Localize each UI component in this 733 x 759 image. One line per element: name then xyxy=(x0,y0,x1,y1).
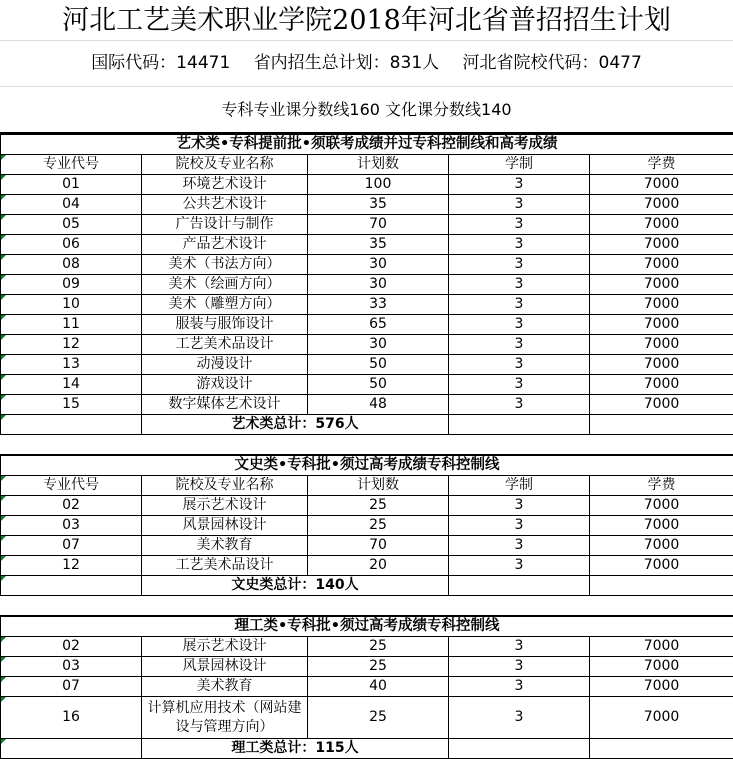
table-cell[interactable]: 08 xyxy=(1,255,142,275)
table-cell[interactable]: 7000 xyxy=(590,275,733,295)
table-cell[interactable]: 7000 xyxy=(590,375,733,395)
total-row xyxy=(1,576,733,596)
table-row xyxy=(1,355,733,375)
column-header: 学费 xyxy=(590,155,733,175)
table-cell[interactable]: 02 xyxy=(1,496,142,516)
table-cell[interactable]: 10 xyxy=(1,295,142,315)
section-total: 艺术类总计：576人 xyxy=(142,415,449,435)
table-cell[interactable]: 7000 xyxy=(590,355,733,375)
spacer-cell xyxy=(1,596,733,617)
table-cell[interactable]: 65 xyxy=(308,315,449,335)
section-total: 文史类总计：140人 xyxy=(142,576,449,596)
total-plan: 省内招生总计划：831人 xyxy=(254,53,439,73)
table-cell[interactable]: 100 xyxy=(308,175,449,195)
table-row xyxy=(1,335,733,355)
table-row xyxy=(1,516,733,536)
table-cell[interactable]: 7000 xyxy=(590,556,733,576)
table-cell[interactable]: 15 xyxy=(1,395,142,415)
table-cell[interactable]: 广告设计与制作 xyxy=(142,215,308,235)
total-blank-cell xyxy=(1,576,142,596)
table-cell[interactable]: 美术（雕塑方向） xyxy=(142,295,308,315)
table-cell[interactable]: 3 xyxy=(449,335,590,355)
table-cell[interactable]: 公共艺术设计 xyxy=(142,195,308,215)
info-row xyxy=(0,41,733,87)
table-cell[interactable]: 12 xyxy=(1,556,142,576)
table-cell[interactable]: 工艺美术品设计 xyxy=(142,335,308,355)
table-row xyxy=(1,677,733,697)
table-cell[interactable]: 展示艺术设计 xyxy=(142,637,308,657)
total-blank-cell xyxy=(1,739,142,759)
table-cell[interactable]: 3 xyxy=(449,395,590,415)
section-total: 理工类总计：115人 xyxy=(142,739,449,759)
table-cell[interactable]: 3 xyxy=(449,556,590,576)
table-cell[interactable]: 美术教育 xyxy=(142,536,308,556)
table-cell[interactable]: 游戏设计 xyxy=(142,375,308,395)
table-cell[interactable]: 7000 xyxy=(590,335,733,355)
table-cell[interactable]: 03 xyxy=(1,657,142,677)
table-row xyxy=(1,657,733,677)
table-cell[interactable]: 3 xyxy=(449,235,590,255)
table-cell[interactable]: 7000 xyxy=(590,657,733,677)
table-cell[interactable]: 14 xyxy=(1,375,142,395)
table-cell[interactable]: 07 xyxy=(1,536,142,556)
table-row xyxy=(1,215,733,235)
table-cell[interactable]: 美术教育 xyxy=(142,677,308,697)
column-header: 学制 xyxy=(449,155,590,175)
table-cell[interactable]: 3 xyxy=(449,536,590,556)
total-blank-cell xyxy=(449,739,590,759)
table-cell[interactable]: 美术（绘画方向） xyxy=(142,275,308,295)
section-heading: 文史类•专科批•须过高考成绩专科控制线 xyxy=(1,455,733,476)
section-heading-row xyxy=(1,134,733,155)
table-cell[interactable]: 3 xyxy=(449,315,590,335)
table-row xyxy=(1,315,733,335)
spacer-row xyxy=(1,596,733,617)
table-cell[interactable]: 48 xyxy=(308,395,449,415)
table-cell[interactable]: 数字媒体艺术设计 xyxy=(142,395,308,415)
spacer-row xyxy=(1,435,733,456)
page-title: 河北工艺美术职业学院2018年河北省普招招生计划 xyxy=(0,0,733,41)
table-cell[interactable]: 3 xyxy=(449,195,590,215)
table-cell[interactable]: 工艺美术品设计 xyxy=(142,556,308,576)
table-cell[interactable]: 3 xyxy=(449,697,590,739)
table-cell[interactable]: 7000 xyxy=(590,255,733,275)
column-header: 计划数 xyxy=(308,155,449,175)
total-blank-cell xyxy=(449,415,590,435)
table-cell[interactable]: 02 xyxy=(1,637,142,657)
table-cell[interactable]: 70 xyxy=(308,215,449,235)
table-cell[interactable]: 7000 xyxy=(590,315,733,335)
table-cell[interactable]: 动漫设计 xyxy=(142,355,308,375)
table-cell[interactable]: 7000 xyxy=(590,235,733,255)
table-cell[interactable]: 01 xyxy=(1,175,142,195)
table-cell[interactable]: 35 xyxy=(308,195,449,215)
table-cell[interactable]: 美术（书法方向） xyxy=(142,255,308,275)
table-cell[interactable]: 30 xyxy=(308,335,449,355)
table-cell[interactable]: 11 xyxy=(1,315,142,335)
table-cell[interactable]: 7000 xyxy=(590,175,733,195)
table-cell[interactable]: 33 xyxy=(308,295,449,315)
table-row xyxy=(1,275,733,295)
table-cell[interactable]: 7000 xyxy=(590,395,733,415)
total-blank-cell xyxy=(1,415,142,435)
total-blank-cell xyxy=(590,739,733,759)
table-cell[interactable]: 7000 xyxy=(590,536,733,556)
table-cell[interactable]: 3 xyxy=(449,677,590,697)
table-cell[interactable]: 环境艺术设计 xyxy=(142,175,308,195)
table-cell[interactable]: 06 xyxy=(1,235,142,255)
table-cell[interactable]: 25 xyxy=(308,657,449,677)
table-cell[interactable]: 50 xyxy=(308,375,449,395)
table-cell[interactable]: 25 xyxy=(308,697,449,739)
table-cell[interactable]: 服装与服饰设计 xyxy=(142,315,308,335)
table-row xyxy=(1,536,733,556)
table-row xyxy=(1,556,733,576)
table-cell[interactable]: 展示艺术设计 xyxy=(142,496,308,516)
table-cell[interactable]: 7000 xyxy=(590,697,733,739)
table-cell[interactable]: 3 xyxy=(449,215,590,235)
table-row xyxy=(1,395,733,415)
province-code: 河北省院校代码：0477 xyxy=(463,53,642,73)
table-cell[interactable]: 7000 xyxy=(590,295,733,315)
table-row xyxy=(1,175,733,195)
table-cell[interactable]: 20 xyxy=(308,556,449,576)
column-header: 计划数 xyxy=(308,476,449,496)
table-cell[interactable]: 40 xyxy=(308,677,449,697)
column-header: 专业代号 xyxy=(1,155,142,175)
table-cell[interactable]: 3 xyxy=(449,637,590,657)
table-row xyxy=(1,195,733,215)
table-cell[interactable]: 3 xyxy=(449,375,590,395)
table-cell[interactable]: 13 xyxy=(1,355,142,375)
column-header: 院校及专业名称 xyxy=(142,476,308,496)
table-cell[interactable]: 7000 xyxy=(590,637,733,657)
table-cell[interactable]: 3 xyxy=(449,275,590,295)
total-row xyxy=(1,415,733,435)
total-row xyxy=(1,739,733,759)
table-row xyxy=(1,295,733,315)
table-row xyxy=(1,375,733,395)
plan-table xyxy=(0,133,733,759)
total-blank-cell xyxy=(590,415,733,435)
table-cell[interactable]: 25 xyxy=(308,496,449,516)
section-heading-row xyxy=(1,616,733,637)
intl-code: 国际代码：14471 xyxy=(91,53,230,73)
table-cell[interactable]: 产品艺术设计 xyxy=(142,235,308,255)
section-heading: 理工类•专科批•须过高考成绩专科控制线 xyxy=(1,616,733,637)
table-cell[interactable]: 07 xyxy=(1,677,142,697)
table-cell[interactable]: 3 xyxy=(449,355,590,375)
table-cell[interactable]: 3 xyxy=(449,516,590,536)
column-header: 学费 xyxy=(590,476,733,496)
table-cell[interactable]: 7000 xyxy=(590,677,733,697)
table-cell[interactable]: 50 xyxy=(308,355,449,375)
plan-table-body xyxy=(1,134,733,759)
table-row xyxy=(1,496,733,516)
table-cell[interactable]: 70 xyxy=(308,536,449,556)
table-cell[interactable]: 风景园林设计 xyxy=(142,657,308,677)
table-cell[interactable]: 7000 xyxy=(590,195,733,215)
column-header-row xyxy=(1,155,733,175)
spacer-cell xyxy=(1,435,733,456)
table-row xyxy=(1,235,733,255)
table-cell[interactable]: 7000 xyxy=(590,516,733,536)
table-row xyxy=(1,697,733,739)
section-heading: 艺术类•专科提前批•须联考成绩并过专科控制线和高考成绩 xyxy=(1,134,733,155)
column-header: 院校及专业名称 xyxy=(142,155,308,175)
table-cell[interactable]: 3 xyxy=(449,657,590,677)
table-cell[interactable]: 7000 xyxy=(590,215,733,235)
table-cell[interactable]: 05 xyxy=(1,215,142,235)
table-cell[interactable]: 30 xyxy=(308,255,449,275)
table-cell[interactable]: 04 xyxy=(1,195,142,215)
table-row xyxy=(1,255,733,275)
table-cell[interactable]: 30 xyxy=(308,275,449,295)
column-header-row xyxy=(1,476,733,496)
table-cell[interactable]: 09 xyxy=(1,275,142,295)
total-blank-cell xyxy=(590,576,733,596)
table-cell[interactable]: 25 xyxy=(308,516,449,536)
table-row xyxy=(1,637,733,657)
table-cell[interactable]: 3 xyxy=(449,496,590,516)
table-cell[interactable]: 35 xyxy=(308,235,449,255)
table-cell[interactable]: 16 xyxy=(1,697,142,739)
table-cell[interactable]: 03 xyxy=(1,516,142,536)
table-cell[interactable]: 3 xyxy=(449,295,590,315)
section-heading-row xyxy=(1,455,733,476)
table-cell[interactable]: 风景园林设计 xyxy=(142,516,308,536)
table-cell[interactable]: 3 xyxy=(449,255,590,275)
table-cell[interactable]: 12 xyxy=(1,335,142,355)
table-cell[interactable]: 7000 xyxy=(590,496,733,516)
table-cell[interactable]: 计算机应用技术（网站建设与管理方向） xyxy=(142,697,308,739)
table-cell[interactable]: 3 xyxy=(449,175,590,195)
column-header: 专业代号 xyxy=(1,476,142,496)
column-header: 学制 xyxy=(449,476,590,496)
table-cell[interactable]: 25 xyxy=(308,637,449,657)
total-blank-cell xyxy=(449,576,590,596)
score-line: 专科专业课分数线160 文化课分数线140 xyxy=(0,87,733,133)
